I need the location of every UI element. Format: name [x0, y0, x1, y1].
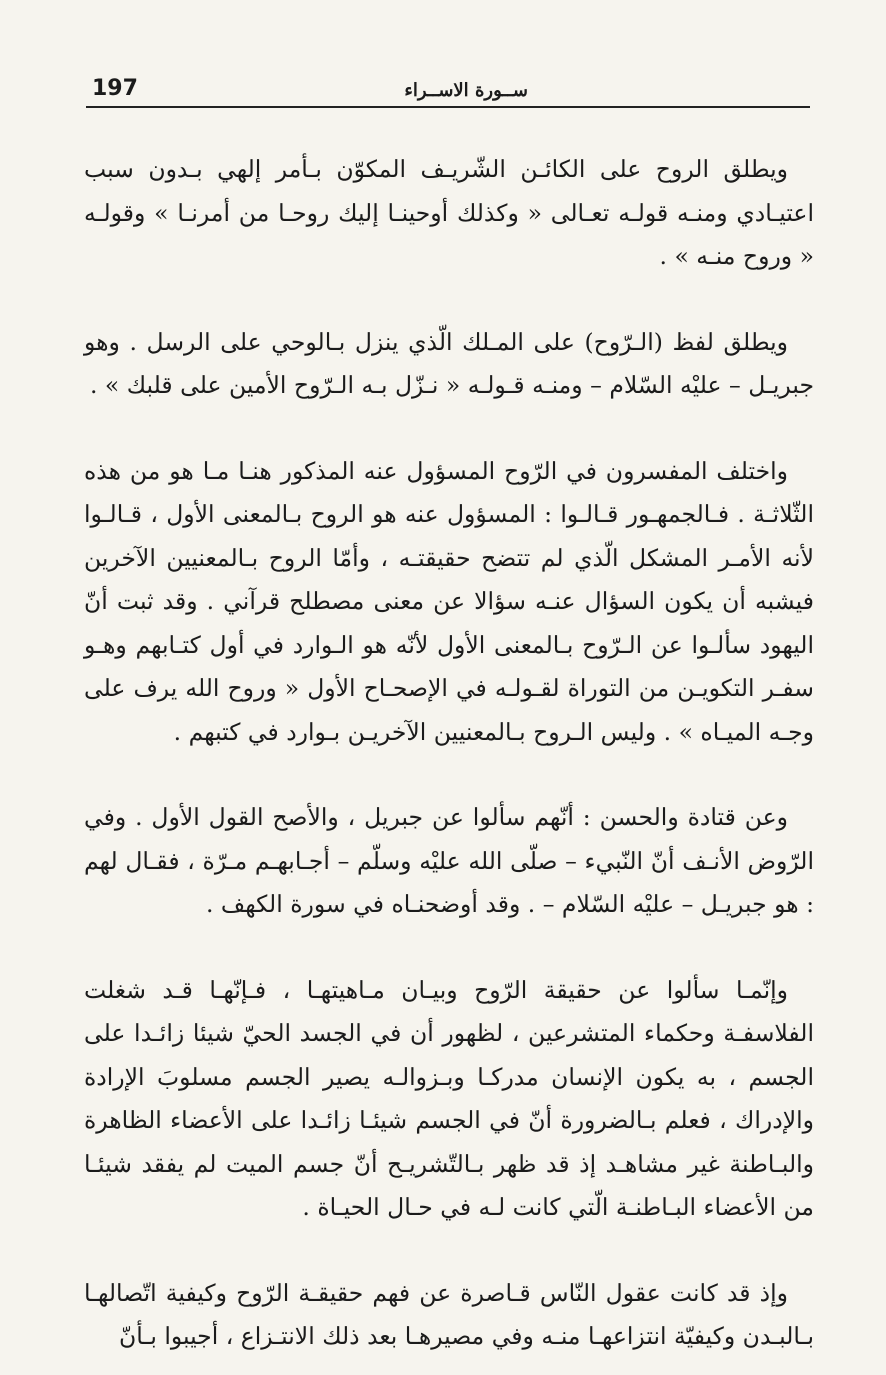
paragraph: وإذ قد كانت عقول النّاس قـاصرة عن فهم حقيقـة الرّوح وكيفية اتّصالهـا بـالبـدن وكيفيّة انتزاعهـا منـه وفي مصيرهـا بعد ذلك الانتـزاع ، أجيبوا بـأنّ — [84, 1278, 814, 1350]
page-body — [84, 148, 814, 1359]
header-rule — [86, 106, 810, 108]
paragraph: وإنّمـا سألوا عن حقيقة الرّوح وبيـان مـاهيتهـا ، فـإنّهـا قـد شغلت الفلاسفـة وحكماء المتشرعين ، لظهور أن في الجسد الحيّ شيئا زائـدا على الجسم ، به يكون الإنسان مدركـا وبـزوالـه يصير الجسم مسلوبَ الإرادة والإدراك ، فعلم بـالضرورة أنّ في الجسم شيئـا زائـدا على الأعضاء الظاهرة والبـاطنة غير مشاهـد إذ قد ظهر بـالتّشريـح أنّ جسم الميت لم يفقد شيئـا من الأعضاء البـاطنـة الّتي كانت لـه في حـال الحيـاة . — [84, 975, 814, 1221]
paragraph: وعن قتادة والحسن : أنّهم سألوا عن جبريل ، والأصح القول الأول . وفي الرّوض الأنـف أنّ النّبيء – صلّى الله عليْه وسلّم – أجـابهـم مـرّة ، فقـال لهم : هو جبريـل – عليْه السّلام – . وقد أوضحنـاه في سورة الكهف . — [84, 803, 814, 918]
paragraph: ويطلق لفظ (الـرّوح) على المـلك الّذي ينزل بـالوحي على الرسل . وهو جبريـل – عليْه السّلام – ومنـه قـولـه « نـزّل بـه الـرّوح الأمين على قلبك » . — [84, 327, 814, 399]
paragraph: واختلف المفسرون في الرّوح المسؤول عنه المذكور هنـا مـا هو من هذه الثّلاثـة . فـالجمهـور قـالـوا : المسؤول عنه هو الروح بـالمعنى الأول ، قـالـوا لأنه الأمـر المشكل الّذي لم تتضح حقيقتـه ، وأمّا الروح بـالمعنيين الآخرين فيشبه أن يكون السؤال عنـه سؤالا عن معنى مصطلح قرآني . وقد ثبت أنّ اليهود سألـوا عن الـرّوح بـالمعنى الأول لأنّه هو الـوارد في أول كتـابهم وهـو سفـر التكويـن من التوراة لقـولـه في الإصحـاح الأول « وروح الله يرف على وجـه الميـاه » . وليس الـروح بـالمعنيين الآخريـن بـوارد في كتبهم . — [84, 456, 814, 746]
paragraph: ويطلق الروح على الكائـن الشّريـف المكوّن بـأمر إلهي بـدون سبب اعتيـادي ومنـه قولـه تعـالى « وكذلك أوحينـا إليك روحـا من أمرنـا » وقولـه « وروح منـه » . — [84, 155, 814, 270]
page-number: 197 — [92, 76, 138, 101]
running-title: ســورة الاســراء — [404, 80, 528, 101]
page-header — [86, 74, 810, 108]
